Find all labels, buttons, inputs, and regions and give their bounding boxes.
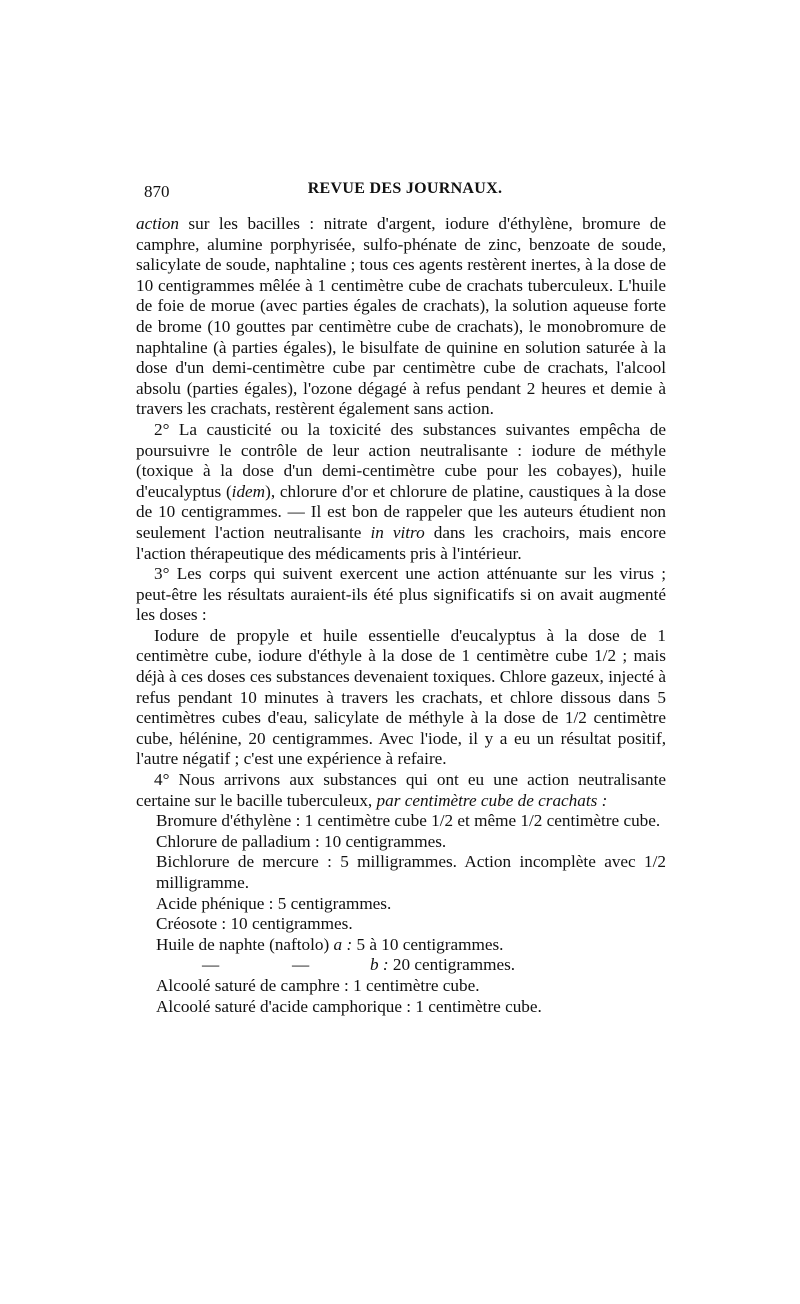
list-item: Créosote : 10 centigrammes. xyxy=(156,914,353,934)
italic-text: action xyxy=(136,214,179,233)
italic-text: par centimètre cube de crachats : xyxy=(376,790,608,810)
list-item-value: 5 à 10 centigrammes. xyxy=(352,934,504,954)
page-header xyxy=(144,176,666,206)
list-item: Chlorure de palladium : 10 centigrammes. xyxy=(156,831,447,851)
paragraph-text: 4° Nous arrivons aux substances qui ont eu une action neutralisante certaine sur le bacille tuberculeux, xyxy=(136,770,666,810)
list-item-value: 20 centigrammes. xyxy=(388,955,516,975)
list-item-value xyxy=(370,955,515,976)
paragraph-5 xyxy=(136,770,666,811)
paragraph-2 xyxy=(136,420,666,564)
list-item: Alcoolé saturé d'acide camphorique : 1 centimètre cube. xyxy=(156,996,542,1016)
paragraph-3: 3° Les corps qui suivent exercent une action atténuante sur les virus ; peut-être les résultats auraient-ils été plus significatifs si on avait augmenté les doses : xyxy=(136,564,666,625)
list-item xyxy=(136,955,666,976)
italic-text: idem xyxy=(231,481,266,501)
item-label: a : xyxy=(333,934,353,954)
paragraph-4: Iodure de propyle et huile essentielle d'eucalyptus à la dose de 1 centimètre cube, iodure d'éthyle à la dose de 1 centimètre cube 1/2 ; mais déjà à ces doses ces substances devenaient toxiques. Chlore gazeux, injecté à refus pendant 10 minutes à travers les crachats, et chlore dissous dans 5 centimètres cubes d'eau, salicylate de méthyle à la dose de 1/2 centimètre cube, hélénine, 20 centigrammes. Avec l'iode, il y a eu un résultat positif, l'autre négatif ; c'est une expérience à refaire. xyxy=(136,625,666,769)
ditto-mark: — xyxy=(292,955,310,975)
running-title: REVUE DES JOURNAUX. xyxy=(307,180,503,197)
paragraph-text: sur les bacilles : nitrate d'argent, iodure d'éthylène, bromure de camphre, alumine porphyrisée, sulfo-phénate de zinc, benzoate de soude, salicylate de soude, naphtaline ; tous ces agents restèrent inertes, à la dose de 10 centigrammes mêlée à 1 centimètre cube de crachats tuberculeux. L'huile de foie de morue (avec parties égales de crachats), la solution aqueuse forte de brome (10 gouttes par centimètre cube de crachats), le monobromure de naphtaline (à parties égales), le bisulfate de quinine en solution saturée à la dose d'un demi-centimètre cube par centimètre cube de crachats, l'alcool absolu (parties égales), l'ozone dégagé à refus pendant 2 heures et demie à travers les crachats, restèrent également sans action. xyxy=(136,214,666,419)
list-item xyxy=(156,935,666,956)
italic-text: in vitro xyxy=(370,522,425,542)
item-label: b : xyxy=(370,955,389,975)
paragraph-text: ), chlorure d'or et chlorure de platine, caustiques à la dose de 10 centigrammes. — Il est bon de rappeler que les auteurs étudient non seulement l'action neutralisante xyxy=(136,481,666,542)
list-item-text: Huile de naphte (naftolo) xyxy=(156,934,334,954)
ditto-mark: — xyxy=(202,955,220,975)
list-item: Alcoolé saturé de camphre : 1 centimètre cube. xyxy=(156,976,480,996)
list-item: Acide phénique : 5 centigrammes. xyxy=(156,893,392,913)
list-item: Bromure d'éthylène : 1 centimètre cube 1/2 et même 1/2 centimètre cube. xyxy=(156,811,661,831)
paragraph-1 xyxy=(136,214,666,420)
paragraph-text: dans les crachoirs, mais encore l'action thérapeutique des médicaments pris à l'intérieur. xyxy=(136,522,667,563)
article-body xyxy=(136,214,666,1018)
page-number: 870 xyxy=(144,182,170,201)
list-item: Bichlorure de mercure : 5 milligrammes. Action incomplète avec 1/2 milligramme. xyxy=(156,852,666,892)
paragraph-text: 2° La causticité ou la toxicité des substances suivantes empêcha de poursuivre le contrôle de leur action neutralisante : iodure de méthyle (toxique à la dose d'un demi-centimètre cube pour les cobayes), huile d'eucalyptus ( xyxy=(136,419,666,501)
